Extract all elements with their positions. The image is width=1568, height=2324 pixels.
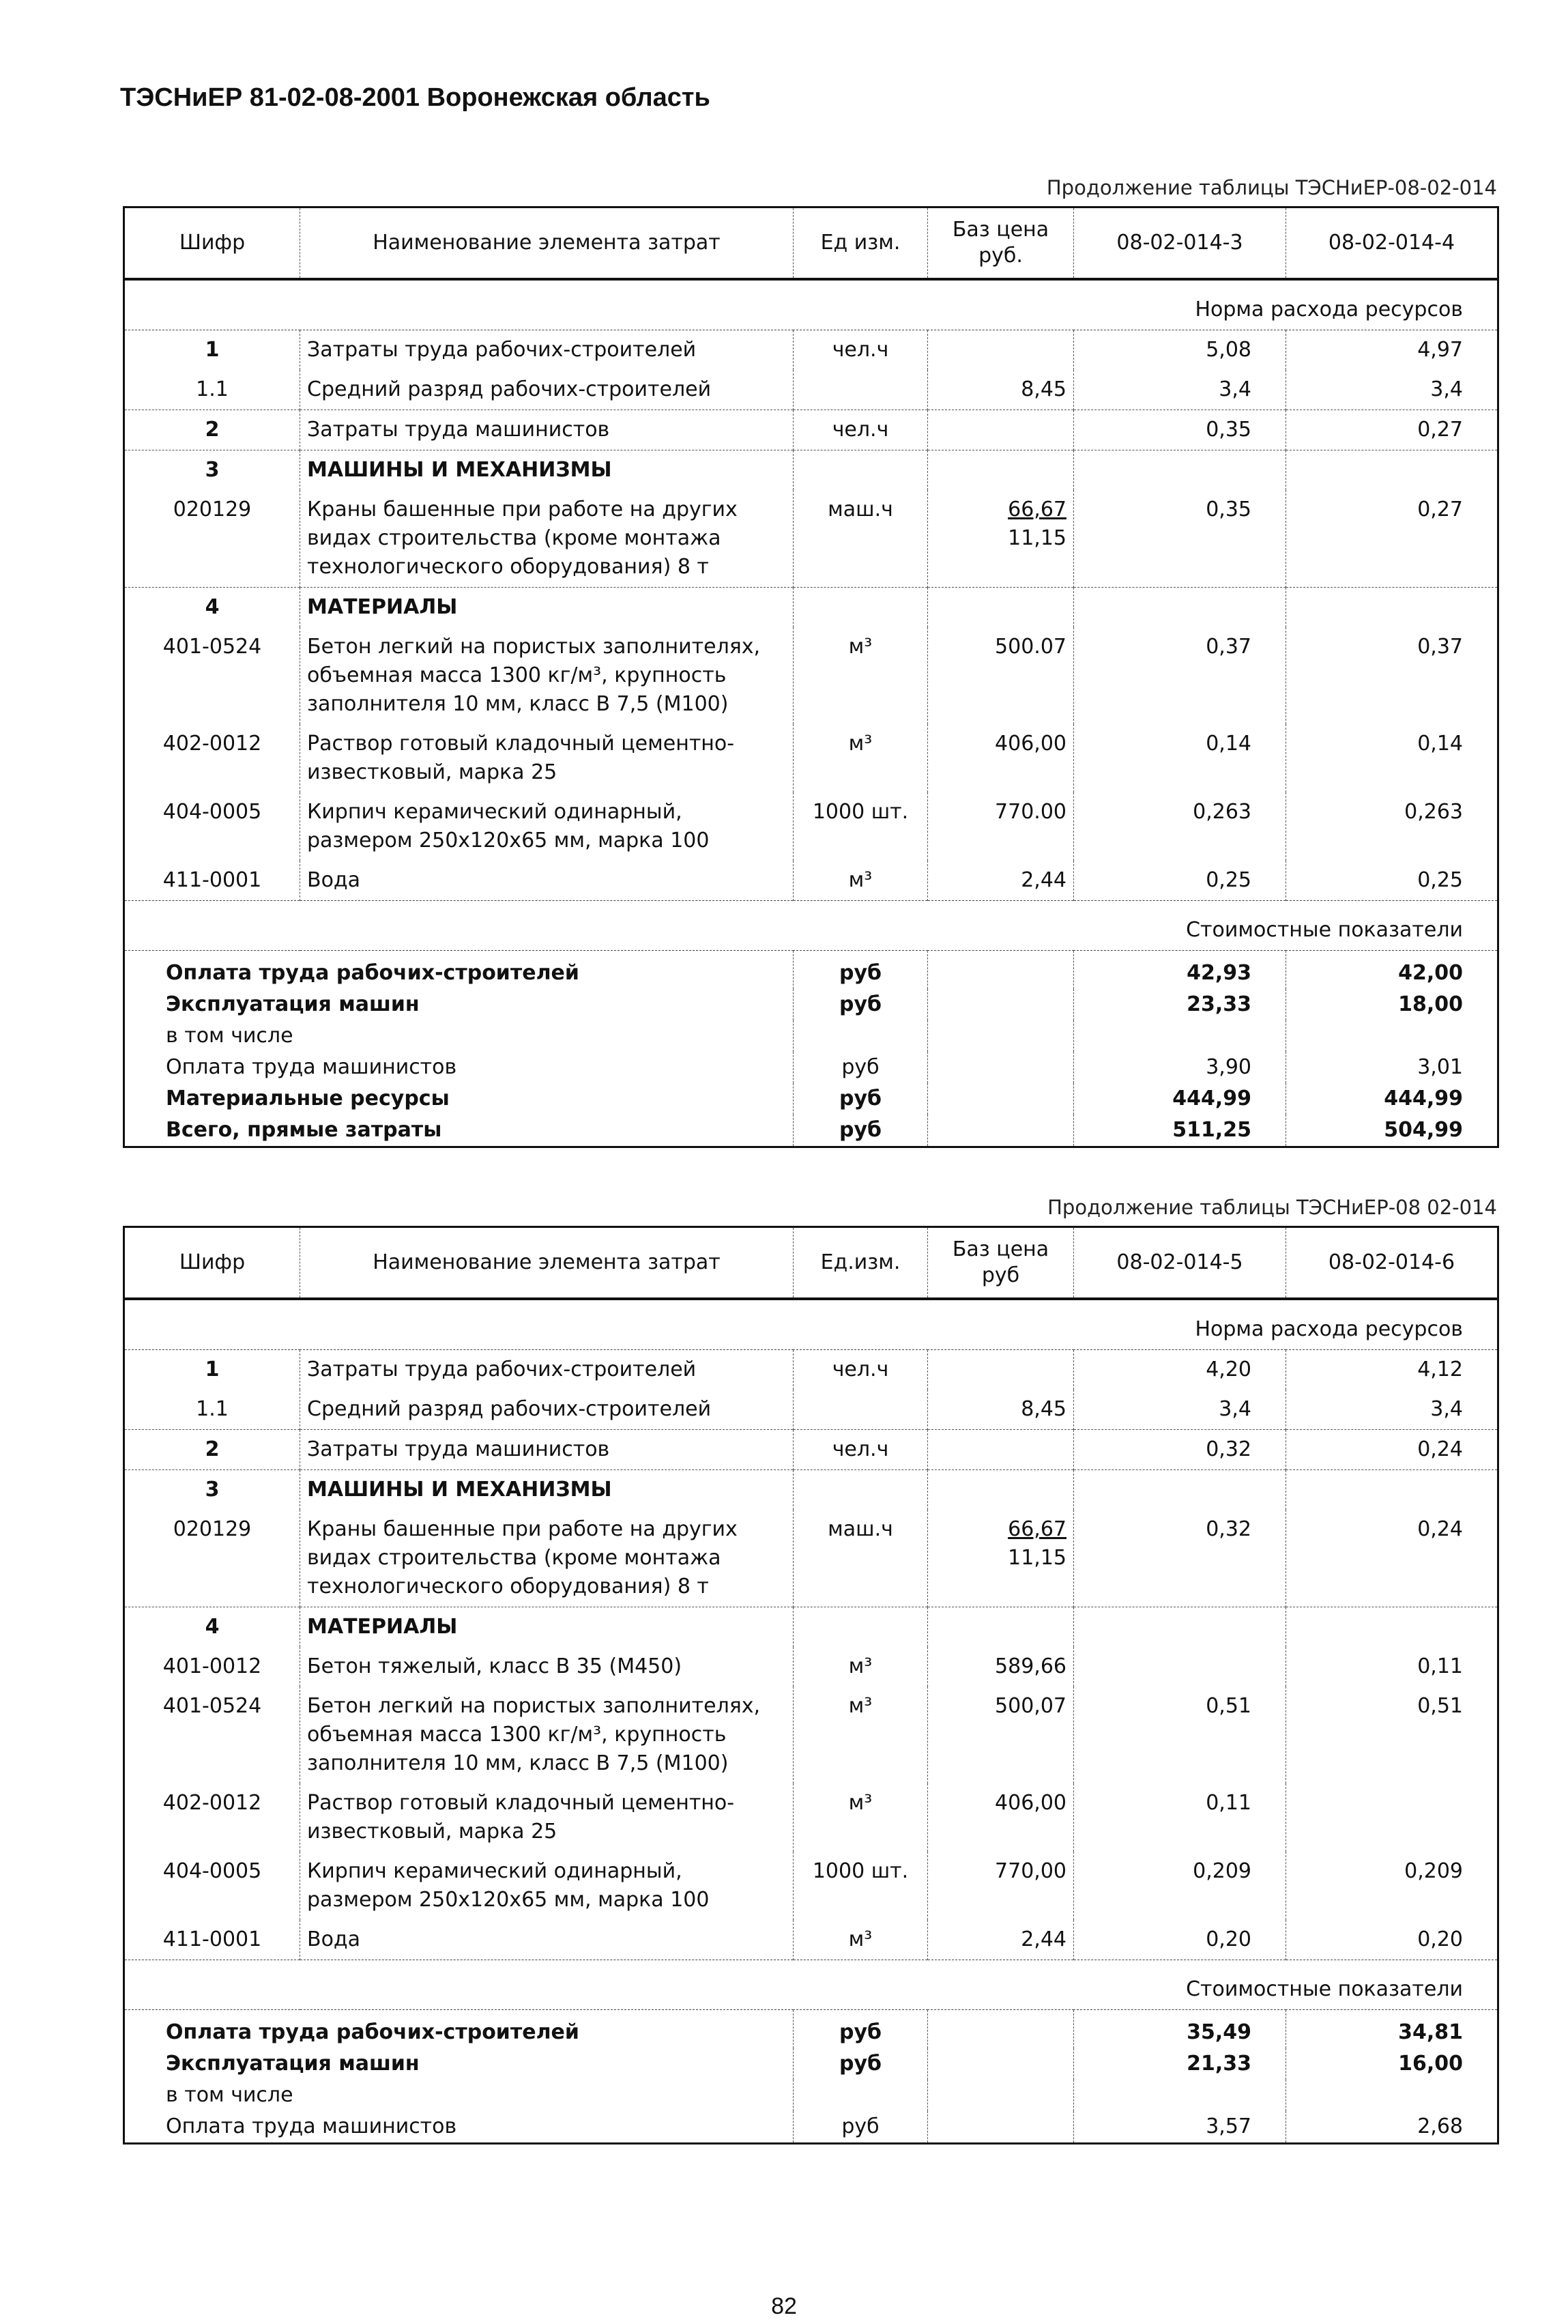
row-base-price bbox=[928, 1852, 1074, 1920]
row-code: 404-0005 bbox=[162, 800, 262, 824]
row-base-price bbox=[928, 330, 1074, 371]
cost-row bbox=[124, 1020, 1498, 1052]
row-code: 1 bbox=[205, 1358, 220, 1381]
table-row bbox=[124, 1852, 1498, 1920]
row-norm-a: 0,11 bbox=[1074, 1783, 1286, 1852]
row-base-price bbox=[928, 1430, 1074, 1470]
norm-subheader: Норма расхода ресурсов bbox=[124, 279, 1498, 330]
row-norm-a bbox=[1074, 1647, 1286, 1687]
row-name: Вода bbox=[300, 1920, 794, 1960]
row-norm-b bbox=[1286, 1783, 1498, 1852]
price-value: 406,00 bbox=[995, 732, 1066, 756]
row-base-price bbox=[928, 1920, 1074, 1960]
cost-unit: руб bbox=[794, 2010, 928, 2049]
table-row bbox=[124, 410, 1498, 450]
cost-value-a bbox=[1074, 2080, 1286, 2111]
row-unit: м³ bbox=[794, 724, 928, 792]
row-name: Краны башенные при работе на других видах строительства (кроме монтажа технологического оборудования) 8 т bbox=[300, 1510, 794, 1607]
table-header-row bbox=[124, 207, 1498, 280]
row-code: 401-0524 bbox=[162, 1694, 262, 1718]
cost-name: Эксплуатация машин bbox=[166, 992, 420, 1016]
cost-unit bbox=[794, 2080, 928, 2111]
row-norm-a: 0,51 bbox=[1074, 1687, 1286, 1783]
header-unit: Ед.изм. bbox=[794, 1227, 928, 1300]
price-value: 8,45 bbox=[1021, 1397, 1066, 1421]
row-unit bbox=[794, 1390, 928, 1430]
row-code: 4 bbox=[124, 588, 300, 628]
header-name: Наименование элемента затрат bbox=[300, 1227, 794, 1300]
empty-cell bbox=[928, 1607, 1074, 1648]
row-norm-a: 0,20 bbox=[1074, 1920, 1286, 1960]
row-base-price bbox=[928, 627, 1074, 724]
table-row bbox=[124, 1390, 1498, 1430]
row-base-price bbox=[928, 1510, 1074, 1607]
cost-value-a: 444,99 bbox=[1074, 1083, 1286, 1115]
row-norm-b: 0,24 bbox=[1286, 1430, 1498, 1470]
table-row bbox=[124, 490, 1498, 588]
document-title: ТЭСНиЕР 81-02-08-2001 Воронежская область bbox=[120, 83, 710, 112]
row-unit: м³ bbox=[794, 861, 928, 901]
row-base-price bbox=[928, 1647, 1074, 1687]
header-base-price: Баз цена руб. bbox=[928, 207, 1074, 280]
row-norm-a: 0,209 bbox=[1074, 1852, 1286, 1920]
empty-cell bbox=[928, 450, 1074, 491]
norm-subheader-row bbox=[124, 279, 1498, 330]
price-secondary: 11,15 bbox=[1008, 1546, 1066, 1570]
cost-value-b: 18,00 bbox=[1286, 989, 1498, 1020]
empty-cell bbox=[928, 2111, 1074, 2144]
row-code: 3 bbox=[124, 1470, 300, 1510]
cost-unit: руб bbox=[794, 989, 928, 1020]
table-row bbox=[124, 1430, 1498, 1470]
row-norm-a: 0,37 bbox=[1074, 627, 1286, 724]
empty-cell bbox=[1286, 1607, 1498, 1648]
row-norm-a: 3,4 bbox=[1074, 370, 1286, 410]
row-norm-a: 0,35 bbox=[1074, 490, 1286, 588]
row-unit: чел.ч bbox=[794, 330, 928, 371]
row-norm-b: 0,24 bbox=[1286, 1510, 1498, 1607]
cost-value-b: 16,00 bbox=[1286, 2048, 1498, 2080]
price-value: 589,66 bbox=[995, 1654, 1066, 1678]
page-number: 82 bbox=[771, 2293, 797, 2319]
row-code: 3 bbox=[124, 450, 300, 491]
cost-value-a: 21,33 bbox=[1074, 2048, 1286, 2080]
row-norm-b: 0,27 bbox=[1286, 410, 1498, 450]
empty-cell bbox=[928, 1083, 1074, 1115]
row-unit: чел.ч bbox=[794, 1350, 928, 1390]
cost-value-b: 42,00 bbox=[1286, 951, 1498, 990]
row-code: 411-0001 bbox=[162, 868, 262, 892]
row-code: 402-0012 bbox=[162, 732, 262, 756]
table-row bbox=[124, 588, 1498, 628]
empty-cell bbox=[928, 2048, 1074, 2080]
row-code: 020129 bbox=[173, 498, 252, 521]
row-norm-b: 0,11 bbox=[1286, 1647, 1498, 1687]
cost-name: Оплата труда рабочих-строителей bbox=[166, 961, 579, 985]
row-unit: м³ bbox=[794, 1920, 928, 1960]
cost-name: Оплата труда машинистов bbox=[166, 2114, 457, 2138]
row-norm-a: 4,20 bbox=[1074, 1350, 1286, 1390]
resource-table-1 bbox=[123, 206, 1499, 1148]
cost-subheader: Стоимостные показатели bbox=[124, 1960, 1498, 2010]
row-unit: 1000 шт. bbox=[794, 792, 928, 861]
row-code: 411-0001 bbox=[162, 1927, 262, 1951]
empty-cell bbox=[1074, 588, 1286, 628]
cost-row bbox=[124, 951, 1498, 990]
row-base-price bbox=[928, 1687, 1074, 1783]
row-norm-b: 4,97 bbox=[1286, 330, 1498, 371]
row-unit: чел.ч bbox=[794, 1430, 928, 1470]
cost-name: Всего, прямые затраты bbox=[166, 1118, 442, 1142]
row-name: Затраты труда машинистов bbox=[300, 410, 794, 450]
table-row bbox=[124, 1783, 1498, 1852]
cost-name: в том числе bbox=[166, 1024, 293, 1048]
row-base-price bbox=[928, 1390, 1074, 1430]
cost-unit: руб bbox=[794, 951, 928, 990]
table-row bbox=[124, 792, 1498, 861]
row-norm-b: 0,37 bbox=[1286, 627, 1498, 724]
row-code: 401-0524 bbox=[162, 635, 262, 659]
header-norm-b: 08-02-014-6 bbox=[1286, 1227, 1498, 1300]
row-unit: чел.ч bbox=[794, 410, 928, 450]
cost-unit bbox=[794, 1020, 928, 1052]
table-row bbox=[124, 1607, 1498, 1648]
row-base-price bbox=[928, 724, 1074, 792]
empty-cell bbox=[1074, 450, 1286, 491]
row-code: 2 bbox=[124, 410, 300, 450]
table-header-row bbox=[124, 1227, 1498, 1300]
row-base-price bbox=[928, 410, 1074, 450]
row-unit: м³ bbox=[794, 627, 928, 724]
row-name: Затраты труда машинистов bbox=[300, 1430, 794, 1470]
cost-unit: руб bbox=[794, 2111, 928, 2144]
row-name: Раствор готовый кладочный цементно-известковый, марка 25 bbox=[300, 724, 794, 792]
row-norm-b: 3,4 bbox=[1286, 1390, 1498, 1430]
header-code: Шифр bbox=[124, 1227, 300, 1300]
row-norm-a: 0,35 bbox=[1074, 410, 1286, 450]
row-unit: 1000 шт. bbox=[794, 1852, 928, 1920]
row-base-price bbox=[928, 792, 1074, 861]
table-row bbox=[124, 330, 1498, 371]
header-unit: Ед изм. bbox=[794, 207, 928, 280]
section-title: МАТЕРИАЛЫ bbox=[300, 1607, 794, 1648]
row-code: 401-0012 bbox=[162, 1654, 262, 1678]
empty-cell bbox=[794, 1607, 928, 1648]
cost-row bbox=[124, 2111, 1498, 2144]
header-name: Наименование элемента затрат bbox=[300, 207, 794, 280]
row-norm-a: 0,263 bbox=[1074, 792, 1286, 861]
cost-row bbox=[124, 1052, 1498, 1083]
norm-subheader: Норма расхода ресурсов bbox=[124, 1299, 1498, 1350]
row-norm-b: 0,27 bbox=[1286, 490, 1498, 588]
cost-value-a: 42,93 bbox=[1074, 951, 1286, 990]
table-row bbox=[124, 861, 1498, 901]
empty-cell bbox=[1286, 588, 1498, 628]
row-base-price bbox=[928, 490, 1074, 588]
cost-value-a: 35,49 bbox=[1074, 2010, 1286, 2049]
cost-value-b: 34,81 bbox=[1286, 2010, 1498, 2049]
empty-cell bbox=[794, 588, 928, 628]
price-value: 500,07 bbox=[995, 1694, 1066, 1718]
cost-row bbox=[124, 2080, 1498, 2111]
row-code: 1.1 bbox=[196, 1397, 229, 1421]
cost-subheader-row bbox=[124, 901, 1498, 951]
price-value: 2,44 bbox=[1021, 1927, 1066, 1951]
price-value: 2,44 bbox=[1021, 868, 1066, 892]
cost-value-a: 3,90 bbox=[1074, 1052, 1286, 1083]
empty-cell bbox=[928, 989, 1074, 1020]
cost-value-b: 444,99 bbox=[1286, 1083, 1498, 1115]
row-name: Затраты труда рабочих-строителей bbox=[300, 330, 794, 371]
empty-cell bbox=[1286, 1470, 1498, 1510]
row-norm-b: 0,25 bbox=[1286, 861, 1498, 901]
cost-unit: руб bbox=[794, 2048, 928, 2080]
row-norm-a: 0,32 bbox=[1074, 1510, 1286, 1607]
row-name: Краны башенные при работе на других видах строительства (кроме монтажа технологического оборудования) 8 т bbox=[300, 490, 794, 588]
cost-value-a: 511,25 bbox=[1074, 1115, 1286, 1147]
cost-row bbox=[124, 2048, 1498, 2080]
table-row bbox=[124, 1920, 1498, 1960]
section-title: МАТЕРИАЛЫ bbox=[300, 588, 794, 628]
price-value: 500.07 bbox=[995, 635, 1066, 659]
table-row bbox=[124, 1510, 1498, 1607]
row-unit: маш.ч bbox=[794, 490, 928, 588]
table-row bbox=[124, 1470, 1498, 1510]
table-2-continuation-caption: Продолжение таблицы ТЭСНиЕР-08 02-014 bbox=[1047, 1196, 1497, 1219]
empty-cell bbox=[1074, 1607, 1286, 1648]
price-value: 8,45 bbox=[1021, 377, 1066, 401]
row-norm-b: 0,14 bbox=[1286, 724, 1498, 792]
row-code: 402-0012 bbox=[162, 1791, 262, 1815]
header-norm-a: 08-02-014-3 bbox=[1074, 207, 1286, 280]
cost-name: в том числе bbox=[166, 2083, 293, 2107]
cost-unit: руб bbox=[794, 1115, 928, 1147]
empty-cell bbox=[1286, 450, 1498, 491]
row-name: Кирпич керамический одинарный, размером 250х120х65 мм, марка 100 bbox=[300, 792, 794, 861]
row-name: Средний разряд рабочих-строителей bbox=[300, 1390, 794, 1430]
row-name: Бетон легкий на пористых заполнителях, объемная масса 1300 кг/м³, крупность заполнителя 10 мм, класс В 7,5 (М100) bbox=[300, 627, 794, 724]
row-code: 020129 bbox=[173, 1517, 252, 1541]
price-secondary: 11,15 bbox=[1008, 526, 1066, 550]
row-code: 1.1 bbox=[196, 377, 229, 401]
row-norm-a: 0,14 bbox=[1074, 724, 1286, 792]
row-norm-a: 0,25 bbox=[1074, 861, 1286, 901]
cost-value-b bbox=[1286, 1020, 1498, 1052]
cost-value-a: 23,33 bbox=[1074, 989, 1286, 1020]
cost-subheader: Стоимостные показатели bbox=[124, 901, 1498, 951]
price-value: 770.00 bbox=[995, 800, 1066, 824]
empty-cell bbox=[794, 450, 928, 491]
row-base-price bbox=[928, 1783, 1074, 1852]
cost-row bbox=[124, 2010, 1498, 2049]
row-base-price bbox=[928, 1350, 1074, 1390]
cost-value-a bbox=[1074, 1020, 1286, 1052]
cost-unit: руб bbox=[794, 1083, 928, 1115]
table-1-continuation-caption: Продолжение таблицы ТЭСНиЕР-08-02-014 bbox=[1046, 176, 1497, 199]
cost-row bbox=[124, 1115, 1498, 1147]
cost-row bbox=[124, 989, 1498, 1020]
row-base-price bbox=[928, 370, 1074, 410]
cost-value-b bbox=[1286, 2080, 1498, 2111]
cost-name: Эксплуатация машин bbox=[166, 2052, 420, 2076]
header-code: Шифр bbox=[124, 207, 300, 280]
table-row bbox=[124, 627, 1498, 724]
header-base-price: Баз цена руб bbox=[928, 1227, 1074, 1300]
row-norm-a: 3,4 bbox=[1074, 1390, 1286, 1430]
empty-cell bbox=[928, 1020, 1074, 1052]
cost-name: Оплата труда машинистов bbox=[166, 1055, 457, 1079]
row-norm-a: 5,08 bbox=[1074, 330, 1286, 371]
row-name: Вода bbox=[300, 861, 794, 901]
empty-cell bbox=[928, 1052, 1074, 1083]
cost-value-a: 3,57 bbox=[1074, 2111, 1286, 2144]
empty-cell bbox=[928, 2080, 1074, 2111]
header-norm-a: 08-02-014-5 bbox=[1074, 1227, 1286, 1300]
table-row bbox=[124, 1350, 1498, 1390]
row-name: Бетон тяжелый, класс В 35 (М450) bbox=[300, 1647, 794, 1687]
row-unit bbox=[794, 370, 928, 410]
section-title: МАШИНЫ И МЕХАНИЗМЫ bbox=[300, 450, 794, 491]
row-name: Средний разряд рабочих-строителей bbox=[300, 370, 794, 410]
empty-cell bbox=[794, 1470, 928, 1510]
price-value: 66,67 bbox=[1008, 1517, 1066, 1541]
empty-cell bbox=[928, 2010, 1074, 2049]
empty-cell bbox=[928, 588, 1074, 628]
cost-value-b: 2,68 bbox=[1286, 2111, 1498, 2144]
price-value: 770,00 bbox=[995, 1859, 1066, 1883]
empty-cell bbox=[928, 951, 1074, 990]
table-row bbox=[124, 370, 1498, 410]
row-unit: м³ bbox=[794, 1783, 928, 1852]
header-norm-b: 08-02-014-4 bbox=[1286, 207, 1498, 280]
norm-subheader-row bbox=[124, 1299, 1498, 1350]
row-unit: м³ bbox=[794, 1647, 928, 1687]
row-base-price bbox=[928, 861, 1074, 901]
table-row bbox=[124, 450, 1498, 491]
cost-name: Оплата труда рабочих-строителей bbox=[166, 2020, 579, 2044]
cost-unit: руб bbox=[794, 1052, 928, 1083]
row-norm-b: 0,20 bbox=[1286, 1920, 1498, 1960]
row-norm-b: 0,51 bbox=[1286, 1687, 1498, 1783]
cost-value-b: 3,01 bbox=[1286, 1052, 1498, 1083]
cost-value-b: 504,99 bbox=[1286, 1115, 1498, 1147]
row-code: 404-0005 bbox=[162, 1859, 262, 1883]
row-name: Бетон легкий на пористых заполнителях, объемная масса 1300 кг/м³, крупность заполнителя 10 мм, класс В 7,5 (М100) bbox=[300, 1687, 794, 1783]
row-code: 1 bbox=[205, 338, 220, 362]
empty-cell bbox=[928, 1470, 1074, 1510]
row-norm-b: 4,12 bbox=[1286, 1350, 1498, 1390]
empty-cell bbox=[928, 1115, 1074, 1147]
price-value: 406,00 bbox=[995, 1791, 1066, 1815]
empty-cell bbox=[1074, 1470, 1286, 1510]
row-norm-a: 0,32 bbox=[1074, 1430, 1286, 1470]
table-row bbox=[124, 1647, 1498, 1687]
cost-subheader-row bbox=[124, 1960, 1498, 2010]
row-norm-b: 3,4 bbox=[1286, 370, 1498, 410]
row-code: 2 bbox=[124, 1430, 300, 1470]
row-unit: м³ bbox=[794, 1687, 928, 1783]
cost-name: Материальные ресурсы bbox=[166, 1087, 450, 1110]
row-unit: маш.ч bbox=[794, 1510, 928, 1607]
price-value: 66,67 bbox=[1008, 498, 1066, 521]
cost-row bbox=[124, 1083, 1498, 1115]
row-norm-b: 0,209 bbox=[1286, 1852, 1498, 1920]
row-norm-b: 0,263 bbox=[1286, 792, 1498, 861]
table-row bbox=[124, 1687, 1498, 1783]
table-row bbox=[124, 724, 1498, 792]
resource-table-2 bbox=[123, 1226, 1499, 2144]
row-code: 4 bbox=[124, 1607, 300, 1648]
section-title: МАШИНЫ И МЕХАНИЗМЫ bbox=[300, 1470, 794, 1510]
row-name: Раствор готовый кладочный цементно-известковый, марка 25 bbox=[300, 1783, 794, 1852]
row-name: Затраты труда рабочих-строителей bbox=[300, 1350, 794, 1390]
row-name: Кирпич керамический одинарный, размером 250х120х65 мм, марка 100 bbox=[300, 1852, 794, 1920]
